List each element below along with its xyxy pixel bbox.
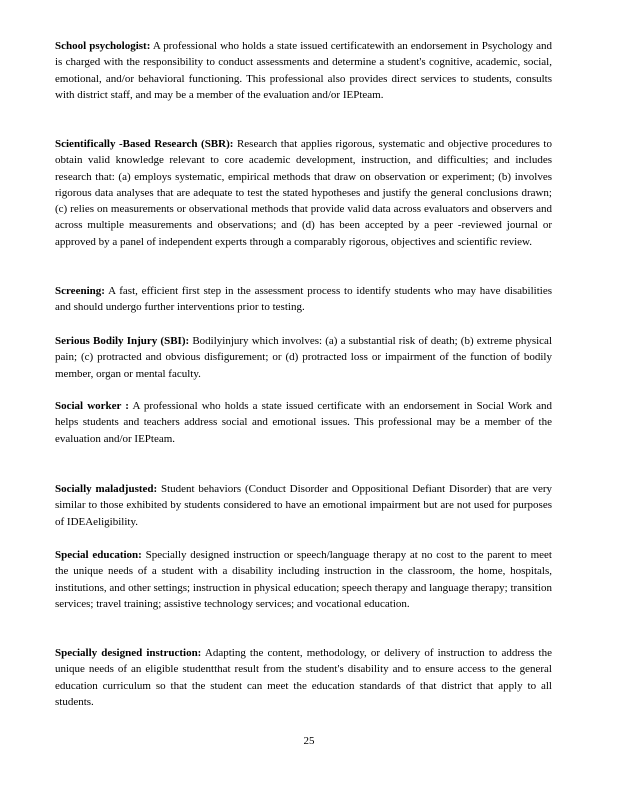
glossary-entry-specially-designed-instruction bbox=[55, 645, 552, 710]
glossary-term: Social worker : bbox=[55, 400, 129, 412]
glossary-entry-school-psychologist bbox=[55, 38, 552, 103]
glossary-entry-scientifically-based-research bbox=[55, 136, 552, 250]
glossary-definition: Adapting the content, methodology, or delivery of instruction to address the unique needs of an eligible studentthat result from the student's disability and to ensure access to the general education curriculum so that the student can meet the education standards of that district that apply to all students. bbox=[55, 647, 552, 708]
glossary-definition: A professional who holds a state issued certificatewith an endorsement in Psychology and is charged with the responsibility to conduct assessments and determine a student's cognitive, academic, social, emotional, and/or behavioral functioning. This professional also provides direct services to students, consults with district staff, and may be a member of the evaluation and/or IEPteam. bbox=[55, 40, 552, 101]
glossary-definition: Specially designed instruction or speech/language therapy at no cost to the parent to meet the unique needs of a student with a disability including instruction in the classroom, the home, hospitals, institutions, and other settings; instruction in physical education; speech therapy and language therapy; transition services; travel training; assistive technology services; and vocational education. bbox=[55, 549, 552, 610]
glossary-term: Special education: bbox=[55, 549, 142, 561]
glossary-definition: Student behaviors (Conduct Disorder and Oppositional Defiant Disorder) that are very similar to those exhibited by students considered to have an emotional impairment but are not used for purposes of IDEAeligibility. bbox=[55, 483, 552, 528]
glossary-entry-special-education bbox=[55, 547, 552, 612]
glossary-definition: A professional who holds a state issued certificate with an endorsement in Social Work and helps students and teachers address social and emotional issues. This professional may be a member of the evaluation and/or IEPteam. bbox=[55, 400, 552, 445]
glossary-term: Screening: bbox=[55, 285, 105, 297]
glossary-term: Socially maladjusted: bbox=[55, 483, 158, 495]
glossary-term: School psychologist: bbox=[55, 40, 151, 52]
glossary-entry-social-worker bbox=[55, 398, 552, 447]
glossary-term: Serious Bodily Injury (SBI): bbox=[55, 335, 190, 347]
glossary-definition: A fast, efficient first step in the assessment process to identify students who may have disabilities and should undergo further interventions prior to testing. bbox=[55, 285, 552, 314]
glossary-entry-socially-maladjusted bbox=[55, 481, 552, 530]
glossary-term: Specially designed instruction: bbox=[55, 647, 202, 659]
glossary-entry-screening bbox=[55, 283, 552, 316]
glossary-definition: Research that applies rigorous, systematic and objective procedures to obtain valid knowledge relevant to core academic development, instruction, and difficulties; and includes research that: (a) employs systematic, empirical methods that draw on observation or experiment; (b) involves rigorous data analyses that are adequate to test the stated hypotheses and justify the general conclusions drawn; (c) relies on measurements or observational methods that provide valid data across evaluators and observers and across multiple measurements and observations; and (d) has been accepted by a peer -reviewed journal or approved by a panel of independent experts through a comparably rigorous, objectives and scientific review. bbox=[55, 138, 552, 248]
page-number: 25 bbox=[303, 735, 315, 747]
glossary-entry-serious-bodily-injury bbox=[55, 333, 552, 382]
glossary-term: Scientifically -Based Research (SBR): bbox=[55, 138, 234, 150]
glossary-definition: Bodilyinjury which involves: (a) a substantial risk of death; (b) extreme physical pain; (c) protracted and obvious disfigurement; or (d) protracted loss or impairment of the function of bodily member, organ or mental faculty. bbox=[55, 335, 553, 380]
